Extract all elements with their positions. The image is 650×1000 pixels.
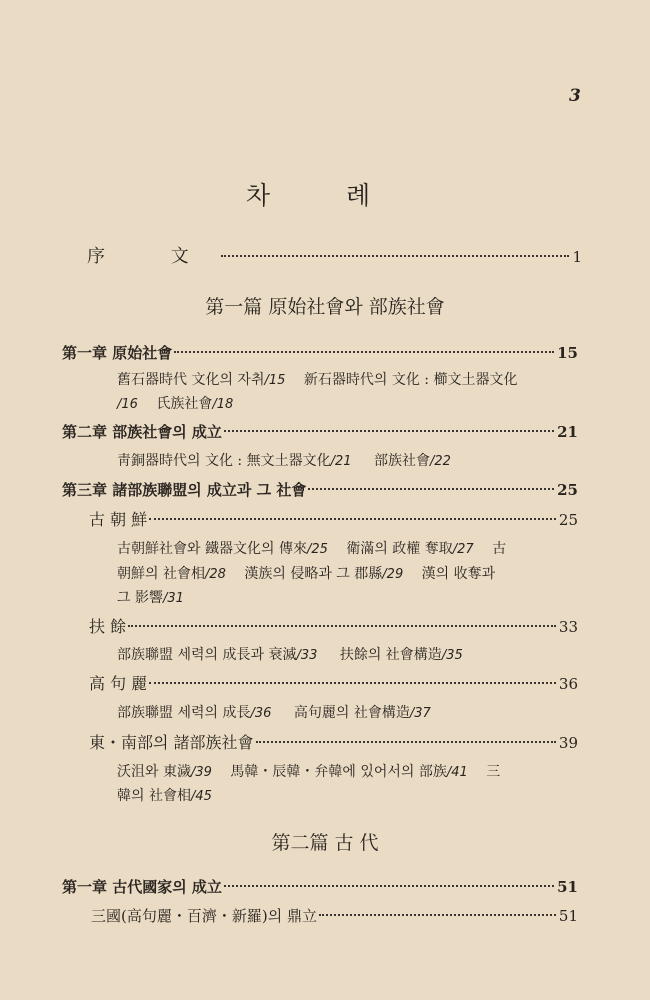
part-title-1: 第一篇 原始社會와 部族社會 <box>205 296 445 318</box>
subtopic: 高句麗의 社會構造 <box>293 705 410 721</box>
leader-dots <box>319 914 556 916</box>
subtopic: 沃沮와 東濊 <box>117 764 191 780</box>
section-label: 高 句 麗 <box>89 674 148 693</box>
toc-row-preface <box>87 242 582 268</box>
page-ref: /29 <box>382 567 404 582</box>
page-number: 3 <box>569 86 581 106</box>
subtopic-line <box>117 761 500 781</box>
subtopic-line <box>117 563 495 583</box>
page-ref: 39 <box>558 734 578 752</box>
subtopic: 部族聯盟 세력의 成長 <box>117 705 251 721</box>
page-ref: /28 <box>204 567 226 582</box>
subtopic-line <box>117 785 212 805</box>
page-ref: /27 <box>452 542 474 557</box>
page-ref: /15 <box>264 373 286 388</box>
subtopic: 古 <box>492 541 507 557</box>
page-ref: 33 <box>558 618 578 636</box>
page-ref: 51 <box>557 878 578 896</box>
page-ref: /31 <box>162 591 184 606</box>
page-ref: /35 <box>441 648 463 663</box>
page-ref: /18 <box>212 397 234 412</box>
subtopic: 扶餘의 社會構造 <box>339 647 442 663</box>
subtopic: 朝鮮의 社會相 <box>117 566 205 582</box>
subtopic: 部族社會 <box>373 453 430 469</box>
toc-title: 차 례 <box>245 181 405 210</box>
subtopic: 그 影響 <box>117 590 163 606</box>
subtopic: 漢族의 侵略과 그 郡縣 <box>244 566 383 582</box>
leader-dots <box>128 625 556 627</box>
section-label: 扶 餘 <box>89 617 127 636</box>
page-ref: 15 <box>557 344 578 362</box>
subtopic: 三 <box>486 764 501 780</box>
page-ref: 25 <box>557 481 578 499</box>
chapter-label: 第二章 部族社會의 成立 <box>62 423 222 441</box>
page-ref: /16 <box>117 397 138 412</box>
leader-dots <box>149 682 556 684</box>
subtopic: 馬韓・辰韓・弁韓에 있어서의 部族 <box>230 764 447 780</box>
part-title-2: 第二篇 古 代 <box>271 832 379 854</box>
subtopic: 衛滿의 政權 奪取 <box>346 541 453 557</box>
toc-row-section <box>89 614 578 637</box>
page-ref: /21 <box>330 454 352 469</box>
subtopic: 部族聯盟 세력의 成長과 衰滅 <box>117 647 297 663</box>
subtopic-line <box>117 702 431 722</box>
page-ref: /45 <box>190 789 212 804</box>
page-ref: /33 <box>296 648 318 663</box>
section-label: 古 朝 鮮 <box>89 510 148 529</box>
subtopic-line <box>117 369 517 389</box>
toc-row-section <box>89 730 578 753</box>
leader-dots <box>149 518 556 520</box>
page-ref: /37 <box>409 706 431 721</box>
toc-row-section <box>89 671 578 694</box>
subtopic-line <box>117 587 184 607</box>
toc-row-chapter <box>62 342 578 363</box>
leader-dots <box>308 488 554 490</box>
subtopic-line <box>117 393 233 413</box>
toc-row-section <box>91 905 578 926</box>
page-ref: 21 <box>557 423 578 441</box>
page-ref: /41 <box>446 765 468 780</box>
page-ref: 51 <box>558 907 578 925</box>
subtopic: 靑銅器時代의 文化 : 無文土器文化 <box>117 453 331 469</box>
page-ref: /36 <box>250 706 272 721</box>
section-label: 三國(高句麗・百濟・新羅)의 鼎立 <box>91 907 317 925</box>
subtopic-line <box>117 538 506 558</box>
subtopic: 韓의 社會相 <box>117 788 191 804</box>
page-ref: /22 <box>429 454 451 469</box>
page-ref: 36 <box>558 675 578 693</box>
leader-dots <box>224 430 554 432</box>
toc-row-chapter <box>62 876 578 897</box>
page-ref: 25 <box>558 511 578 529</box>
subtopic: 新石器時代의 文化 : 櫛文土器文化 <box>303 372 518 388</box>
page-ref: 1 <box>572 248 582 266</box>
leader-dots <box>224 885 554 887</box>
page-ref: /25 <box>306 542 328 557</box>
leader-dots <box>221 255 570 257</box>
preface-label: 序 文 <box>87 246 219 267</box>
section-label: 東・南部의 諸部族社會 <box>89 733 254 752</box>
toc-row-section <box>89 507 578 530</box>
subtopic: 氏族社會 <box>156 396 213 412</box>
toc-row-chapter <box>62 479 578 500</box>
chapter-label: 第三章 諸部族聯盟의 成立과 그 社會 <box>62 481 307 499</box>
page-ref: /39 <box>190 765 212 780</box>
chapter-label: 第一章 古代國家의 成立 <box>62 878 222 896</box>
leader-dots <box>174 351 554 353</box>
subtopic-line <box>117 644 463 664</box>
subtopic: 舊石器時代 文化의 자취 <box>117 372 265 388</box>
chapter-label: 第一章 原始社會 <box>62 344 173 362</box>
subtopic-line <box>117 450 451 470</box>
leader-dots <box>256 741 556 743</box>
subtopic: 漢의 收奪과 <box>421 566 496 582</box>
subtopic: 古朝鮮社會와 鐵器文化의 傳來 <box>117 541 307 557</box>
toc-row-chapter <box>62 421 578 442</box>
